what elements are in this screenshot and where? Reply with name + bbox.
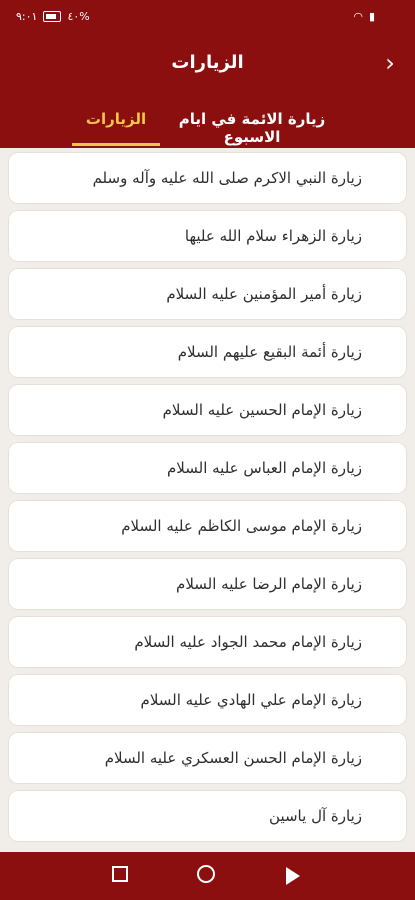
wifi-icon: ◠: [353, 10, 363, 23]
chevron-right-icon: ›: [385, 49, 395, 77]
ziyarat-list: [0, 148, 415, 852]
triangle-icon: [286, 867, 300, 885]
list-item[interactable]: زيارة الإمام الحسين عليه السلام: [8, 384, 407, 436]
circle-icon: [197, 865, 215, 883]
list-item[interactable]: زيارة الإمام الرضا عليه السلام: [8, 558, 407, 610]
battery-icon: [43, 11, 61, 22]
system-nav-bar: [0, 852, 415, 900]
status-bar: [0, 8, 415, 26]
page-title: الزيارات: [171, 52, 244, 73]
signal-icon: ▮: [368, 10, 375, 23]
tab-bar: [0, 104, 415, 148]
app-bar: [0, 0, 415, 148]
square-icon: [112, 866, 128, 882]
list-item[interactable]: زيارة النبي الاكرم صلى الله عليه وآله وسلم: [8, 152, 407, 204]
list-item[interactable]: زيارة الزهراء سلام الله عليها: [8, 210, 407, 262]
list-item[interactable]: زيارة الإمام العباس عليه السلام: [8, 442, 407, 494]
home-button[interactable]: [196, 864, 220, 888]
list-item[interactable]: زيارة الإمام محمد الجواد عليه السلام: [8, 616, 407, 668]
battery-level: ٤٠%: [67, 10, 90, 23]
list-item[interactable]: زيارة الإمام علي الهادي عليه السلام: [8, 674, 407, 726]
status-time: ٩:٠١: [16, 10, 38, 23]
list-item[interactable]: زيارة أئمة البقيع عليهم السلام: [8, 326, 407, 378]
list-item[interactable]: زيارة آل ياسين: [8, 790, 407, 842]
recent-apps-button[interactable]: [110, 864, 134, 888]
back-nav-button[interactable]: [282, 864, 306, 888]
list-item[interactable]: زيارة أمير المؤمنين عليه السلام: [8, 268, 407, 320]
tab-ziyarat[interactable]: الزيارات: [80, 110, 152, 140]
list-item[interactable]: زيارة الإمام موسى الكاظم عليه السلام: [8, 500, 407, 552]
list-item[interactable]: زيارة الإمام الحسن العسكري عليه السلام: [8, 732, 407, 784]
tab-weekly-imams[interactable]: زيارة الائمة في ايام الاسبوع: [178, 110, 326, 146]
